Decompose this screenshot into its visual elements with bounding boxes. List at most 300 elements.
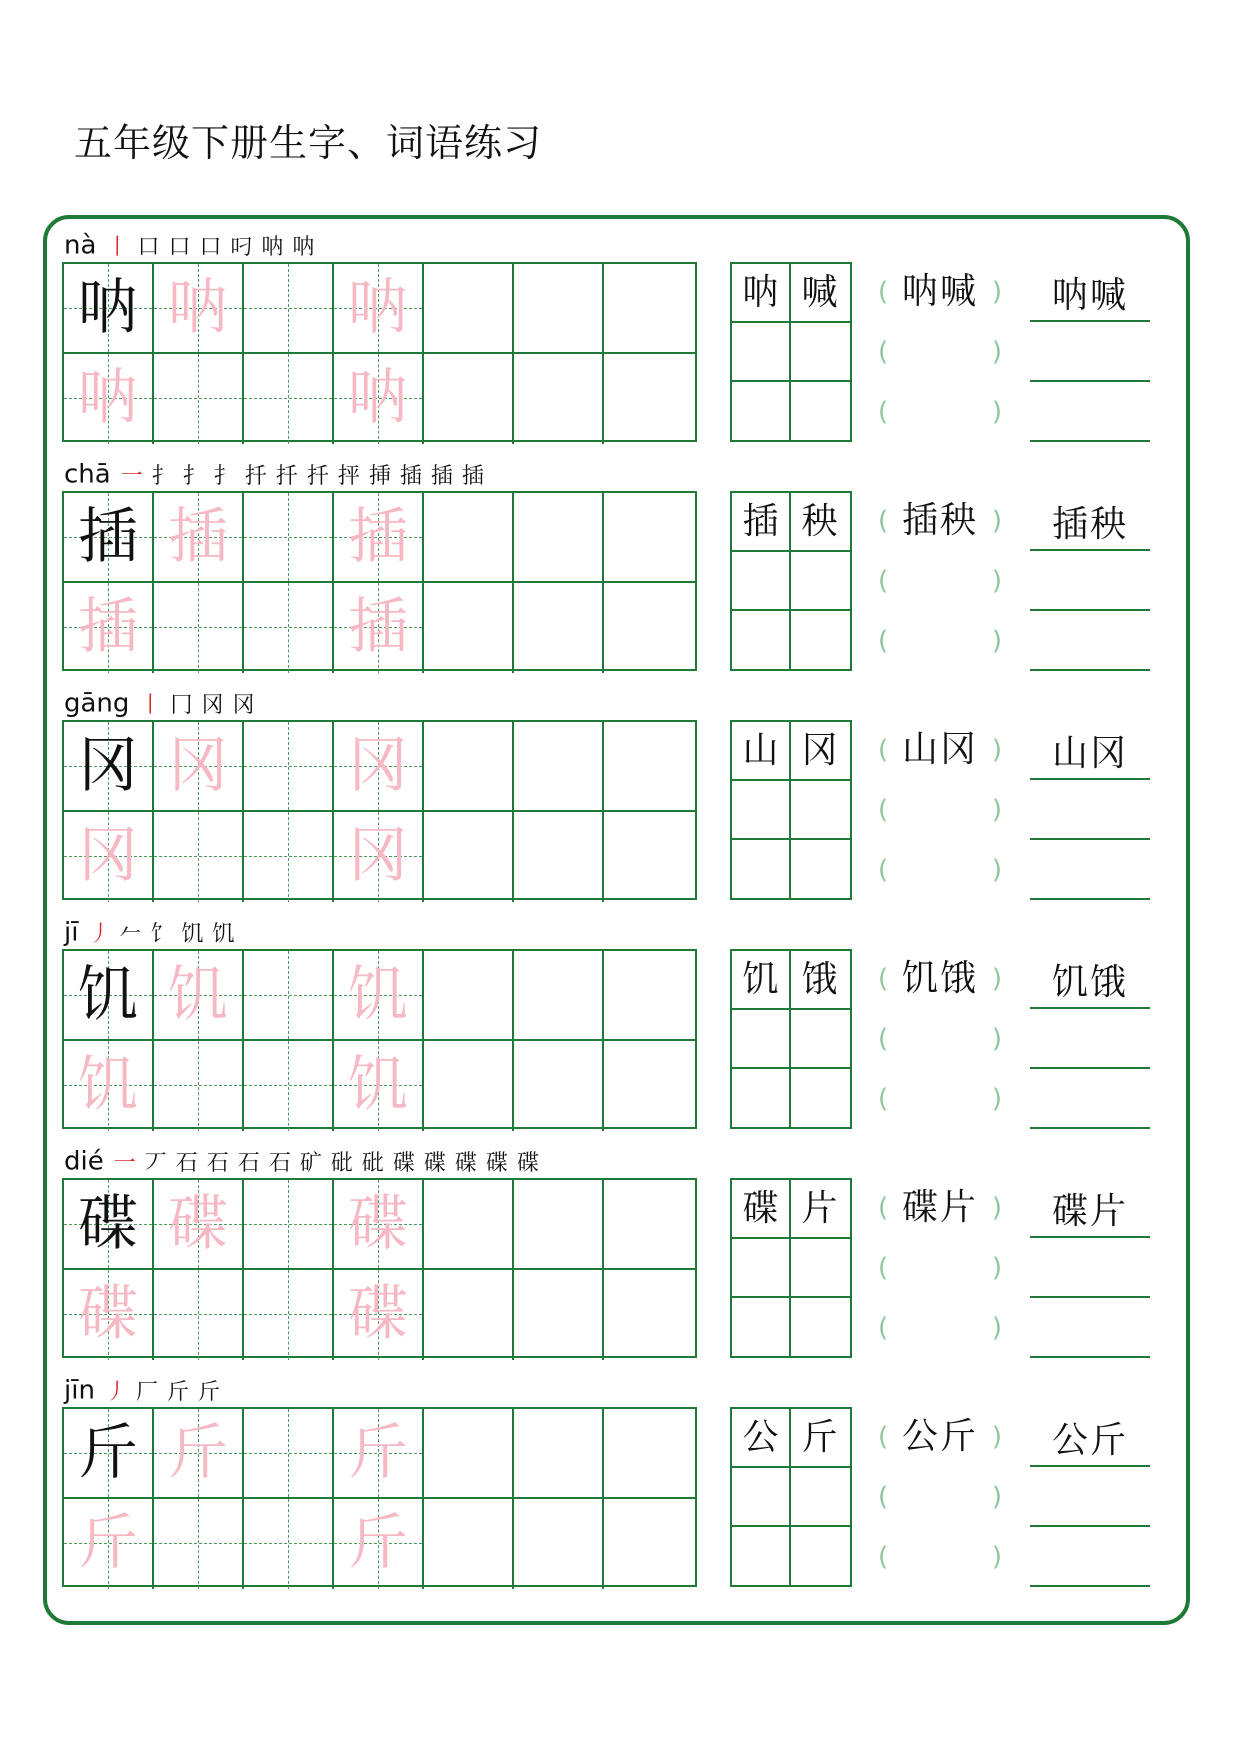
writing-cell[interactable] xyxy=(514,1270,604,1360)
trace-character: 饥 xyxy=(168,960,228,1030)
trace-character-cell xyxy=(334,1180,424,1270)
trace-character: 饥 xyxy=(348,960,408,1030)
parenthesis-blank[interactable] xyxy=(878,551,1002,611)
underline-column xyxy=(1030,949,1150,1129)
underline-blank[interactable] xyxy=(1030,551,1150,611)
left-parenthesis: ( xyxy=(878,1193,889,1223)
underline-word: 碟片 xyxy=(1051,1191,1128,1232)
stroke-step: 扦 xyxy=(275,464,298,489)
right-parenthesis: ) xyxy=(991,397,1002,427)
underline-word: 公斤 xyxy=(1051,1420,1128,1461)
writing-cell[interactable] xyxy=(154,1041,244,1131)
stroke-step: 𠂉 xyxy=(119,922,142,947)
writing-grid xyxy=(62,720,697,900)
underline-word: 饥饿 xyxy=(1051,962,1128,1003)
left-parenthesis: ( xyxy=(878,1482,889,1512)
stroke-order-sequence xyxy=(113,1151,548,1176)
parenthesis-column xyxy=(878,1407,1002,1587)
trace-character-cell xyxy=(334,264,424,354)
word-character: 斤 xyxy=(801,1417,838,1458)
stroke-step: 扦 xyxy=(244,464,267,489)
trace-character-cell xyxy=(64,1270,154,1360)
underline-blank[interactable] xyxy=(1030,382,1150,442)
trace-character-cell xyxy=(334,493,424,583)
writing-cell[interactable] xyxy=(424,1270,514,1360)
trace-character: 碟 xyxy=(78,1279,138,1349)
right-parenthesis: ) xyxy=(991,735,1002,765)
underline-word: 呐喊 xyxy=(1051,275,1128,316)
stroke-step: 扦 xyxy=(306,464,329,489)
stroke-step: 砒 xyxy=(361,1151,384,1176)
character-section xyxy=(0,676,1240,904)
writing-cell[interactable] xyxy=(514,951,604,1041)
pinyin-stroke-line xyxy=(64,230,324,260)
pinyin-label: jīn xyxy=(64,1375,95,1406)
trace-character: 碟 xyxy=(168,1189,228,1259)
word-writing-cell[interactable] xyxy=(732,1239,791,1298)
writing-cell[interactable] xyxy=(154,354,244,444)
word-writing-cell[interactable] xyxy=(791,1069,850,1128)
trace-character-cell xyxy=(154,1409,244,1499)
stroke-step: 叼 xyxy=(230,235,253,260)
writing-cell[interactable] xyxy=(244,1409,334,1499)
writing-cell[interactable] xyxy=(244,583,334,673)
character-section xyxy=(0,905,1240,1133)
writing-grid xyxy=(62,949,697,1129)
left-parenthesis: ( xyxy=(878,1084,889,1114)
character-section xyxy=(0,218,1240,446)
writing-cell[interactable] xyxy=(514,1409,604,1499)
trace-character-cell xyxy=(154,722,244,812)
pinyin-label: chā xyxy=(64,459,111,490)
word-writing-cell[interactable] xyxy=(732,323,791,382)
parenthesis-word: 插秧 xyxy=(901,500,978,541)
underline-blank[interactable] xyxy=(1030,1298,1150,1358)
trace-character: 插 xyxy=(348,592,408,662)
trace-character-cell xyxy=(334,583,424,673)
writing-cell[interactable] xyxy=(604,1499,695,1589)
left-parenthesis: ( xyxy=(878,735,889,765)
trace-character-cell xyxy=(334,1270,424,1360)
trace-character-cell xyxy=(154,1180,244,1270)
right-parenthesis: ) xyxy=(991,1422,1002,1452)
underline-blank[interactable] xyxy=(1030,1527,1150,1587)
trace-character: 斤 xyxy=(348,1418,408,1488)
word-writing-cell[interactable] xyxy=(791,1298,850,1357)
underline-column xyxy=(1030,262,1150,442)
left-parenthesis: ( xyxy=(878,277,889,307)
pinyin-stroke-line xyxy=(64,917,244,947)
writing-cell[interactable] xyxy=(604,264,695,354)
writing-cell[interactable] xyxy=(244,354,334,444)
writing-cell[interactable] xyxy=(154,1270,244,1360)
writing-cell[interactable] xyxy=(604,951,695,1041)
writing-cell[interactable] xyxy=(604,354,695,444)
trace-character: 斤 xyxy=(168,1418,228,1488)
trace-character: 冈 xyxy=(168,731,228,801)
parenthesis-word: 山冈 xyxy=(901,729,978,770)
stroke-step: 抨 xyxy=(337,464,360,489)
writing-cell[interactable] xyxy=(244,1041,334,1131)
stroke-step: 碟 xyxy=(392,1151,415,1176)
word-character: 喊 xyxy=(801,272,838,313)
word-character-cell xyxy=(732,264,791,323)
word-character-cell xyxy=(791,1409,850,1468)
writing-cell[interactable] xyxy=(154,812,244,902)
writing-cell[interactable] xyxy=(244,493,334,583)
writing-cell[interactable] xyxy=(424,1409,514,1499)
writing-cell[interactable] xyxy=(154,1499,244,1589)
stroke-step: 厂 xyxy=(135,1380,158,1405)
writing-cell[interactable] xyxy=(604,583,695,673)
writing-cell[interactable] xyxy=(604,1409,695,1499)
stroke-step: 碟 xyxy=(423,1151,446,1176)
parenthesis-blank[interactable] xyxy=(878,1298,1002,1358)
trace-character-cell xyxy=(64,1499,154,1589)
stroke-step: 挿 xyxy=(368,464,391,489)
right-parenthesis: ) xyxy=(991,1253,1002,1283)
word-character-cell xyxy=(732,1409,791,1468)
parenthesis-word-row xyxy=(878,1178,1002,1238)
stroke-step: 一 xyxy=(113,1151,136,1176)
trace-character: 冈 xyxy=(348,821,408,891)
word-character-cell xyxy=(732,722,791,781)
underline-blank[interactable] xyxy=(1030,611,1150,671)
writing-cell[interactable] xyxy=(514,354,604,444)
left-parenthesis: ( xyxy=(878,1542,889,1572)
parenthesis-word-row xyxy=(878,491,1002,551)
word-writing-cell[interactable] xyxy=(791,840,850,899)
underline-blank[interactable] xyxy=(1030,1238,1150,1298)
stroke-step: 饥 xyxy=(212,922,235,947)
trace-character-cell xyxy=(64,583,154,673)
word-writing-cell[interactable] xyxy=(732,611,791,670)
underline-word-row xyxy=(1030,1178,1150,1238)
underline-blank[interactable] xyxy=(1030,1467,1150,1527)
writing-cell[interactable] xyxy=(604,1270,695,1360)
trace-character: 饥 xyxy=(348,1050,408,1120)
parenthesis-blank[interactable] xyxy=(878,840,1002,900)
writing-cell[interactable] xyxy=(514,812,604,902)
stroke-step: 石 xyxy=(206,1151,229,1176)
trace-character-cell xyxy=(334,722,424,812)
stroke-step: 丿 xyxy=(88,922,111,947)
parenthesis-column xyxy=(878,491,1002,671)
model-character-cell xyxy=(64,1409,154,1499)
word-grid xyxy=(730,720,852,900)
word-character: 饿 xyxy=(801,959,838,1000)
writing-cell[interactable] xyxy=(604,1180,695,1270)
underline-word-row xyxy=(1030,720,1150,780)
underline-blank[interactable] xyxy=(1030,322,1150,382)
stroke-step: 冈 xyxy=(232,693,255,718)
parenthesis-column xyxy=(878,949,1002,1129)
parenthesis-column xyxy=(878,1178,1002,1358)
character-section xyxy=(0,447,1240,675)
model-character: 呐 xyxy=(78,273,138,343)
stroke-step: 扌 xyxy=(213,464,236,489)
parenthesis-blank[interactable] xyxy=(878,1009,1002,1069)
parenthesis-word-row xyxy=(878,720,1002,780)
word-writing-cell[interactable] xyxy=(732,1069,791,1128)
left-parenthesis: ( xyxy=(878,1313,889,1343)
writing-cell[interactable] xyxy=(604,812,695,902)
right-parenthesis: ) xyxy=(991,1024,1002,1054)
word-writing-cell[interactable] xyxy=(791,1468,850,1527)
writing-grid xyxy=(62,491,697,671)
writing-cell[interactable] xyxy=(514,583,604,673)
trace-character: 呐 xyxy=(348,273,408,343)
writing-cell[interactable] xyxy=(514,1041,604,1131)
trace-character-cell xyxy=(154,493,244,583)
word-character-cell xyxy=(732,1180,791,1239)
stroke-step: 扌 xyxy=(151,464,174,489)
left-parenthesis: ( xyxy=(878,337,889,367)
parenthesis-blank[interactable] xyxy=(878,1527,1002,1587)
stroke-step: 插 xyxy=(430,464,453,489)
word-character: 片 xyxy=(801,1188,838,1229)
writing-cell[interactable] xyxy=(244,1499,334,1589)
stroke-order-sequence xyxy=(139,693,263,718)
pinyin-label: dié xyxy=(64,1146,104,1177)
parenthesis-blank[interactable] xyxy=(878,780,1002,840)
pinyin-stroke-line xyxy=(64,1146,548,1176)
model-character: 斤 xyxy=(78,1418,138,1488)
writing-cell[interactable] xyxy=(424,264,514,354)
model-character-cell xyxy=(64,264,154,354)
parenthesis-blank[interactable] xyxy=(878,611,1002,671)
word-writing-cell[interactable] xyxy=(791,781,850,840)
stroke-order-sequence xyxy=(106,235,323,260)
trace-character: 插 xyxy=(168,502,228,572)
right-parenthesis: ) xyxy=(991,566,1002,596)
model-character: 饥 xyxy=(78,960,138,1030)
writing-cell[interactable] xyxy=(244,264,334,354)
word-writing-cell[interactable] xyxy=(791,611,850,670)
word-writing-cell[interactable] xyxy=(791,323,850,382)
stroke-order-sequence xyxy=(104,1380,229,1405)
underline-blank[interactable] xyxy=(1030,840,1150,900)
stroke-step: 石 xyxy=(268,1151,291,1176)
writing-cell[interactable] xyxy=(514,1180,604,1270)
stroke-step: 口 xyxy=(199,235,222,260)
writing-cell[interactable] xyxy=(424,583,514,673)
parenthesis-blank[interactable] xyxy=(878,1467,1002,1527)
stroke-step: 丆 xyxy=(144,1151,167,1176)
word-writing-cell[interactable] xyxy=(791,1239,850,1298)
trace-character: 碟 xyxy=(348,1279,408,1349)
underline-column xyxy=(1030,491,1150,671)
word-character: 饥 xyxy=(742,959,779,1000)
parenthesis-word: 公斤 xyxy=(901,1416,978,1457)
underline-column xyxy=(1030,720,1150,900)
trace-character-cell xyxy=(154,951,244,1041)
parenthesis-blank[interactable] xyxy=(878,382,1002,442)
writing-cell[interactable] xyxy=(244,1270,334,1360)
trace-character-cell xyxy=(334,812,424,902)
trace-character: 冈 xyxy=(348,731,408,801)
stroke-step: 斤 xyxy=(197,1380,220,1405)
writing-cell[interactable] xyxy=(244,1180,334,1270)
trace-character-cell xyxy=(334,1499,424,1589)
model-character: 插 xyxy=(78,502,138,572)
stroke-step: 呐 xyxy=(261,235,284,260)
trace-character: 呐 xyxy=(78,363,138,433)
stroke-step: 丨 xyxy=(139,693,162,718)
writing-cell[interactable] xyxy=(424,1041,514,1131)
word-grid xyxy=(730,1178,852,1358)
word-character: 碟 xyxy=(742,1188,779,1229)
writing-cell[interactable] xyxy=(514,493,604,583)
parenthesis-blank[interactable] xyxy=(878,1069,1002,1129)
trace-character-cell xyxy=(334,1409,424,1499)
word-writing-cell[interactable] xyxy=(791,382,850,441)
right-parenthesis: ) xyxy=(991,1542,1002,1572)
right-parenthesis: ) xyxy=(991,855,1002,885)
word-character: 冈 xyxy=(801,730,838,771)
stroke-step: 矿 xyxy=(299,1151,322,1176)
word-character-cell xyxy=(732,493,791,552)
right-parenthesis: ) xyxy=(991,795,1002,825)
word-writing-cell[interactable] xyxy=(732,552,791,611)
word-writing-cell[interactable] xyxy=(732,1468,791,1527)
right-parenthesis: ) xyxy=(991,1193,1002,1223)
stroke-step: 冂 xyxy=(170,693,193,718)
writing-cell[interactable] xyxy=(244,812,334,902)
word-writing-cell[interactable] xyxy=(732,781,791,840)
parenthesis-word: 碟片 xyxy=(901,1187,978,1228)
trace-character-cell xyxy=(64,812,154,902)
parenthesis-word: 饥饿 xyxy=(901,958,978,999)
underline-blank[interactable] xyxy=(1030,1009,1150,1069)
trace-character-cell xyxy=(154,264,244,354)
underline-word-row xyxy=(1030,1407,1150,1467)
trace-character: 插 xyxy=(78,592,138,662)
word-character-cell xyxy=(791,951,850,1010)
trace-character-cell xyxy=(64,1041,154,1131)
writing-cell[interactable] xyxy=(424,722,514,812)
right-parenthesis: ) xyxy=(991,964,1002,994)
writing-grid xyxy=(62,1407,697,1587)
left-parenthesis: ( xyxy=(878,1024,889,1054)
word-grid xyxy=(730,1407,852,1587)
pinyin-label: gāng xyxy=(64,688,130,719)
writing-cell[interactable] xyxy=(604,1041,695,1131)
right-parenthesis: ) xyxy=(991,277,1002,307)
word-writing-cell[interactable] xyxy=(732,1010,791,1069)
trace-character: 插 xyxy=(348,502,408,572)
writing-cell[interactable] xyxy=(514,264,604,354)
parenthesis-word: 呐喊 xyxy=(901,271,978,312)
trace-character: 碟 xyxy=(348,1189,408,1259)
word-writing-cell[interactable] xyxy=(732,1527,791,1586)
word-grid xyxy=(730,262,852,442)
writing-cell[interactable] xyxy=(514,722,604,812)
stroke-step: 呐 xyxy=(292,235,315,260)
pinyin-stroke-line xyxy=(64,688,263,718)
underline-blank[interactable] xyxy=(1030,780,1150,840)
model-character-cell xyxy=(64,722,154,812)
pinyin-stroke-line xyxy=(64,1375,229,1405)
word-character: 呐 xyxy=(742,272,779,313)
writing-cell[interactable] xyxy=(424,354,514,444)
trace-character-cell xyxy=(64,354,154,444)
stroke-step: 口 xyxy=(168,235,191,260)
writing-cell[interactable] xyxy=(424,1180,514,1270)
writing-cell[interactable] xyxy=(154,583,244,673)
word-writing-cell[interactable] xyxy=(732,382,791,441)
writing-cell[interactable] xyxy=(604,493,695,583)
stroke-step: 一 xyxy=(120,464,143,489)
pinyin-stroke-line xyxy=(64,459,493,489)
writing-cell[interactable] xyxy=(604,722,695,812)
parenthesis-column xyxy=(878,262,1002,442)
stroke-step: 碟 xyxy=(516,1151,539,1176)
model-character-cell xyxy=(64,493,154,583)
left-parenthesis: ( xyxy=(878,506,889,536)
word-character: 公 xyxy=(742,1417,779,1458)
parenthesis-blank[interactable] xyxy=(878,1238,1002,1298)
word-writing-cell[interactable] xyxy=(791,1010,850,1069)
left-parenthesis: ( xyxy=(878,397,889,427)
underline-word-row xyxy=(1030,491,1150,551)
stroke-order-sequence xyxy=(120,464,493,489)
left-parenthesis: ( xyxy=(878,855,889,885)
right-parenthesis: ) xyxy=(991,626,1002,656)
writing-cell[interactable] xyxy=(514,1499,604,1589)
word-grid xyxy=(730,491,852,671)
word-writing-cell[interactable] xyxy=(732,1298,791,1357)
page-title: 五年级下册生字、词语练习 xyxy=(74,121,543,165)
stroke-step: 砒 xyxy=(330,1151,353,1176)
parenthesis-word-row xyxy=(878,262,1002,322)
model-character: 冈 xyxy=(78,731,138,801)
right-parenthesis: ) xyxy=(991,1084,1002,1114)
stroke-step: 石 xyxy=(175,1151,198,1176)
underline-word-row xyxy=(1030,262,1150,322)
pinyin-label: nà xyxy=(64,230,97,261)
writing-cell[interactable] xyxy=(244,722,334,812)
writing-cell[interactable] xyxy=(424,1499,514,1589)
trace-character: 呐 xyxy=(348,363,408,433)
model-character-cell xyxy=(64,1180,154,1270)
underline-blank[interactable] xyxy=(1030,1069,1150,1129)
word-character-cell xyxy=(791,722,850,781)
writing-grid xyxy=(62,1178,697,1358)
writing-cell[interactable] xyxy=(424,812,514,902)
writing-cell[interactable] xyxy=(424,951,514,1041)
stroke-step: 碟 xyxy=(454,1151,477,1176)
word-grid xyxy=(730,949,852,1129)
left-parenthesis: ( xyxy=(878,795,889,825)
writing-cell[interactable] xyxy=(424,493,514,583)
model-character-cell xyxy=(64,951,154,1041)
writing-cell[interactable] xyxy=(244,951,334,1041)
word-writing-cell[interactable] xyxy=(791,1527,850,1586)
word-character: 秧 xyxy=(801,501,838,542)
trace-character-cell xyxy=(334,354,424,444)
word-character-cell xyxy=(791,1180,850,1239)
trace-character-cell xyxy=(334,1041,424,1131)
left-parenthesis: ( xyxy=(878,1253,889,1283)
word-writing-cell[interactable] xyxy=(732,840,791,899)
right-parenthesis: ) xyxy=(991,1482,1002,1512)
stroke-step: 口 xyxy=(137,235,160,260)
stroke-step: 饥 xyxy=(181,922,204,947)
word-writing-cell[interactable] xyxy=(791,552,850,611)
parenthesis-blank[interactable] xyxy=(878,322,1002,382)
underline-column xyxy=(1030,1407,1150,1587)
